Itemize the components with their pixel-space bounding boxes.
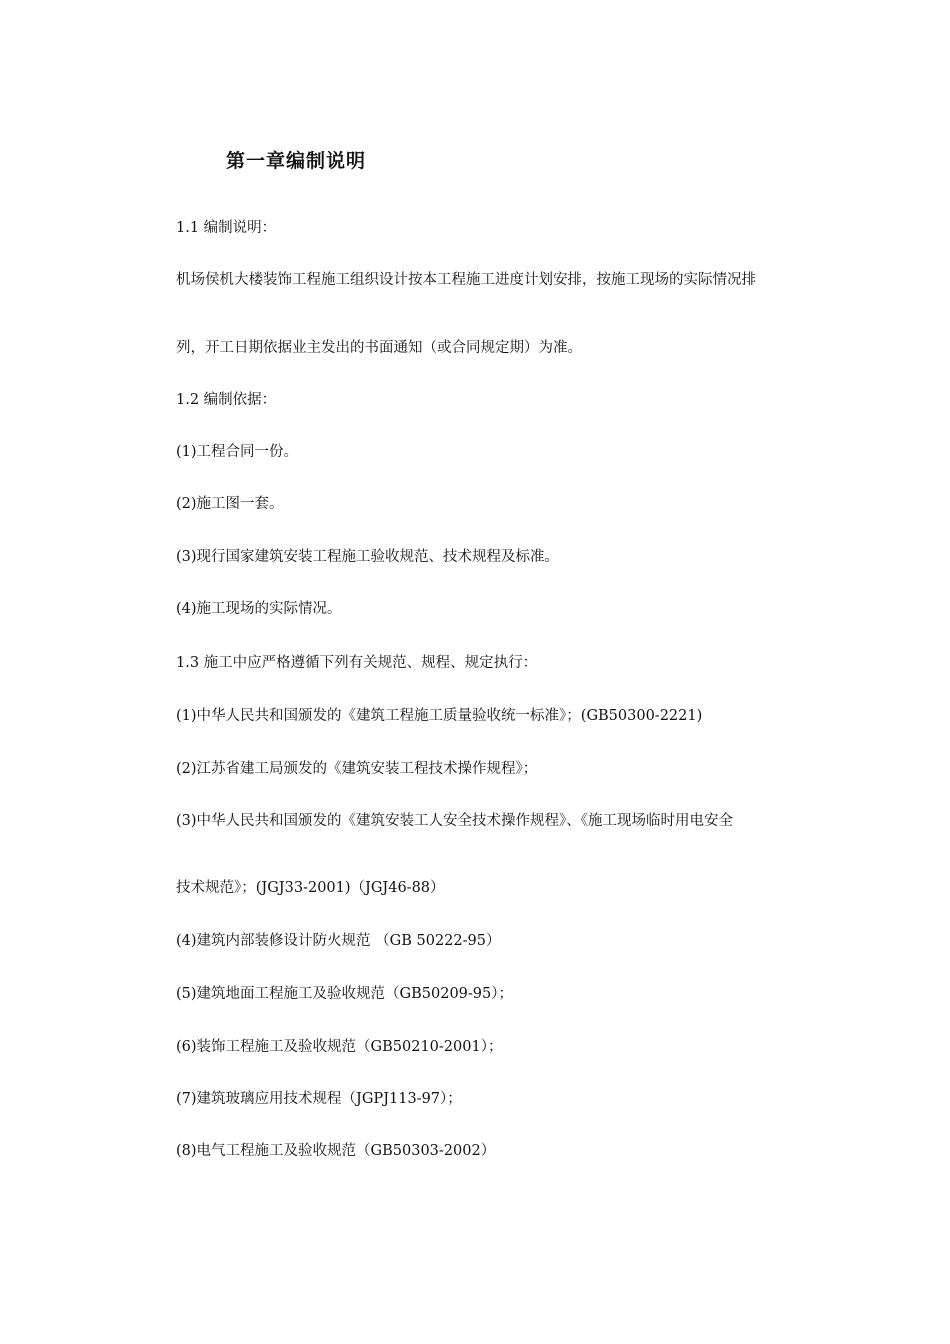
list-item: (6)装饰工程施工及验收规范（GB50210-2001）；	[176, 1039, 503, 1055]
section-heading-1-3: 1.3 施工中应严格遵循下列有关规范、规程、规定执行：	[176, 655, 538, 671]
section-heading-1-2: 1.2 编制依据：	[176, 392, 277, 408]
paragraph-line: 机场侯机大楼装饰工程施工组织设计按本工程施工进度计划安排，按施工现场的实际情况排	[176, 272, 756, 288]
list-item: (2)江苏省建工局颁发的《建筑安装工程技术操作规程》；	[176, 761, 538, 777]
list-item: (1)工程合同一份。	[176, 444, 299, 460]
list-item: (4)施工现场的实际情况。	[176, 601, 342, 617]
list-item-continuation: 技术规范》；(JGJ33-2001)（JGJ46-88）	[176, 880, 445, 896]
list-item: (4)建筑内部装修设计防火规范 （GB 50222-95）	[176, 933, 501, 949]
list-item: (3)现行国家建筑安装工程施工验收规范、技术规程及标准。	[176, 549, 560, 565]
list-item: (5)建筑地面工程施工及验收规范（GB50209-95）；	[176, 986, 514, 1002]
list-item: (1)中华人民共和国颁发的《建筑工程施工质量验收统一标准》；(GB50300-2221)	[176, 708, 703, 724]
list-item: (8)电气工程施工及验收规范（GB50303-2002）	[176, 1143, 496, 1159]
list-item: (7)建筑玻璃应用技术规程（JGPJ113-97）；	[176, 1091, 462, 1107]
list-item: (2)施工图一套。	[176, 496, 284, 512]
paragraph-line: 列，开工日期依据业主发出的书面通知（或合同规定期）为准。	[176, 340, 582, 356]
chapter-title: 第一章编制说明	[226, 150, 367, 172]
section-heading-1-1: 1.1 编制说明：	[176, 220, 277, 236]
list-item: (3)中华人民共和国颁发的《建筑安装工人安全技术操作规程》、《施工现场临时用电安全	[176, 813, 734, 829]
